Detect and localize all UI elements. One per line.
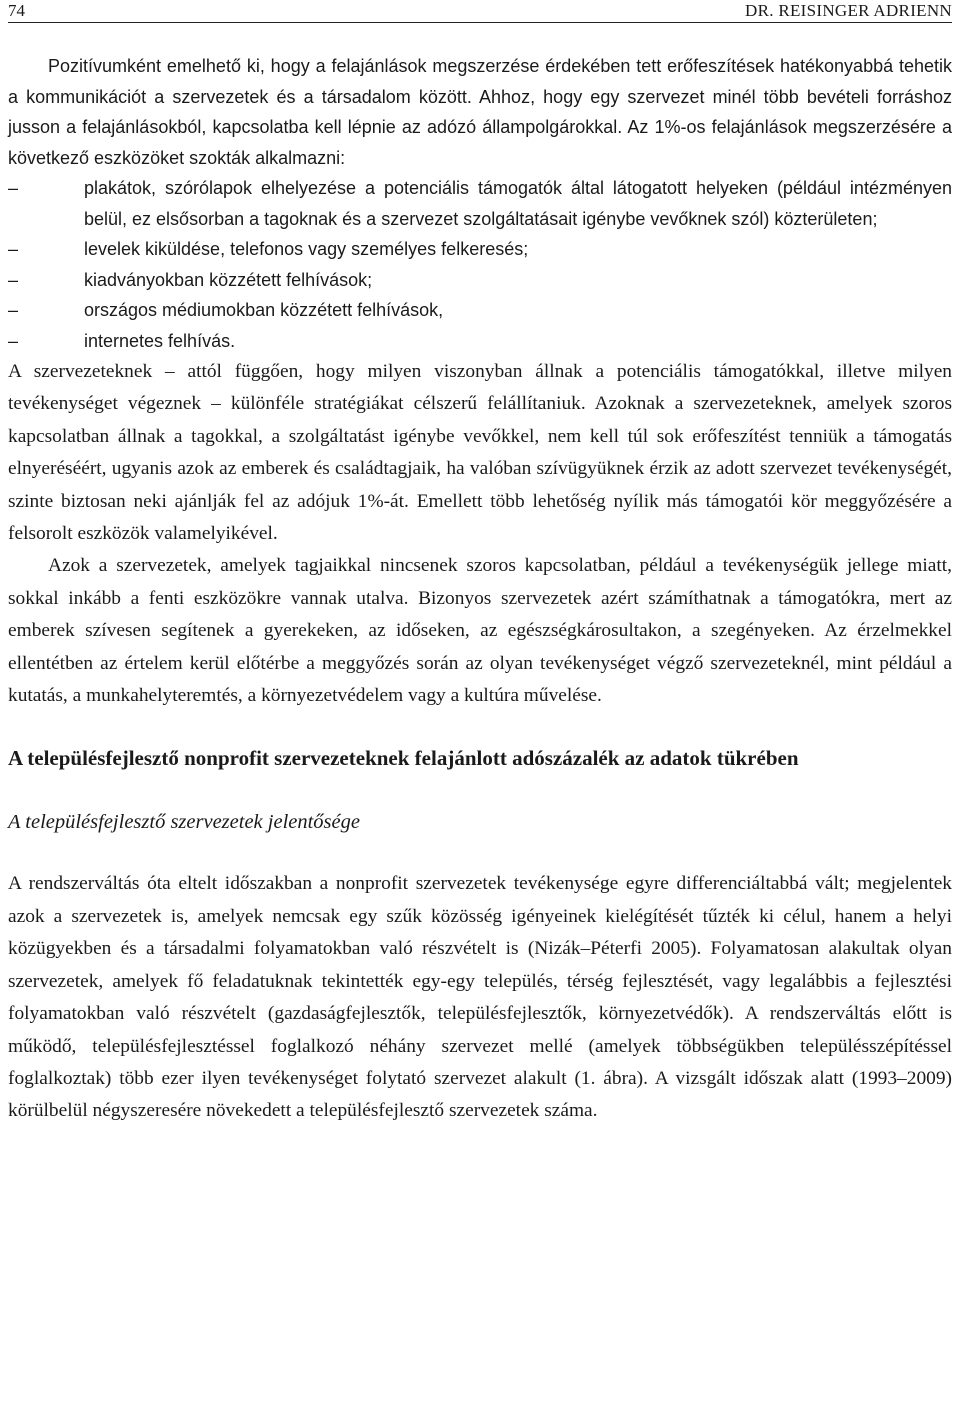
tools-list — [8, 173, 952, 356]
list-dash: – — [8, 300, 19, 320]
list-dash: – — [8, 330, 19, 351]
running-header-author: DR. REISINGER ADRIENN — [745, 1, 952, 20]
list-item — [8, 173, 952, 234]
page-number: 74 — [8, 1, 25, 20]
list-item-text: országos médiumokban közzétett felhívások, — [84, 300, 444, 320]
list-item — [8, 234, 952, 265]
body-block — [8, 356, 952, 712]
list-item-text: internetes felhívás. — [84, 330, 236, 351]
list-dash: – — [8, 178, 19, 198]
list-dash: – — [8, 239, 19, 259]
document-page — [8, 0, 952, 1128]
list-item — [8, 326, 952, 357]
list-item — [8, 265, 952, 296]
running-header — [8, 0, 952, 23]
list-item-text: kiadványokban közzétett felhívások; — [84, 269, 373, 290]
list-item-text: levelek kiküldése, telefonos vagy személyes felkeresés; — [84, 239, 529, 259]
intro-paragraph: Pozitívumként emelhető ki, hogy a felajánlások megszerzése érdekében tett erőfeszítések hatékonyabbá tehetik a kommunikációt a szervezetek és a társadalom között. Ahhoz, hogy egy szervezet minél több bevételi forráshoz jusson a felajánlásokból, kapcsolatba kell lépnie az adózó állampolgárokkal. Az 1%-os felajánlások megszerzésére a következő eszközöket szokták alkalmazni: — [8, 56, 952, 168]
body-paragraph: Azok a szervezetek, amelyek tagjaikkal nincsenek szoros kapcsolatban, például a tevékenységük jellege miatt, sokkal inkább a fenti eszközökre vannak utalva. Bizonyos szervezetek azért számíthatnak a támogatókra, mert az emberek szívesen segítenek a gyerekeken, az időseken, az egészségkárosultakon, a szegényeken. Az érzelmekkel ellentétben az értelem kerül előtérbe a meggyőzés során az olyan tevékenységet végző szervezeteknél, mint például a kutatás, a munkahelyteremtés, a környezetvédelem vagy a kultúra művelése. — [8, 555, 952, 707]
intro-block — [8, 51, 952, 356]
list-item — [8, 295, 952, 326]
section-title: A településfejlesztő nonprofit szervezeteknek felajánlott adószázalék az adatok tükrében — [8, 746, 799, 771]
list-dash: – — [8, 269, 19, 290]
section-paragraph: A rendszerváltás óta eltelt időszakban a nonprofit szervezetek tevékenysége egyre differenciáltabbá vált; megjelentek azok a szervezetek is, amelyek nemcsak egy szűk közösség igényeinek kielégítését tűzték ki célul, hanem a helyi közügyekben és a társadalmi folyamatokban való részvételt is (Nizák–Péterfi 2005). Folyamatosan alakultak olyan szervezetek, amelyek fő feladatuknak tekintették egy-egy település, térség fejlesztését, vagy legalábbis a fejlesztési folyamatokban való részvételt (gazdaságfejlesztők, településfejlesztők, környezetvédők). A rendszerváltás előtt is működő, településfejlesztéssel foglalkozó néhány szervezet mellé (amelyek többségükben településszépítéssel foglalkoztak) több ezer ilyen tevékenységet folytató szervezet alakult (1. ábra). A vizsgált időszak alatt (1993–2009) körülbelül négyszeresére növekedett a településfejlesztő szervezetek száma. — [8, 873, 952, 1122]
section-body — [8, 868, 952, 1127]
list-item-text: plakátok, szórólapok elhelyezése a potenciális támogatók által látogatott helyeken (például intézményen belül, ez elsősorban a tagoknak és a szervezet szolgáltatásait igénybe vevőknek szól) közterületen; — [84, 178, 952, 229]
section-subtitle: A településfejlesztő szervezetek jelentősége — [8, 811, 360, 834]
body-paragraph: A szervezeteknek – attól függően, hogy milyen viszonyban állnak a potenciális támogatókkal, illetve milyen tevékenységet végeznek – különféle stratégiákat célszerű felállítaniuk. Azoknak a szervezeteknek, amelyek szoros kapcsolatban állnak a tagokkal, a szolgáltatást igénybe vevőkkel, nem kell túl sok erőfeszítést tenniük a támogatás elnyeréséért, ugyanis azok az emberek és családtagjaik, ha valóban szívügyüknek érzik az adott szervezet tevékenységét, szinte biztosan neki ajánlják fel az adójuk 1%-át. Emellett több lehetőség nyílik más támogatói kör meggyőzésére a felsorolt eszközök valamelyikével. — [8, 361, 952, 545]
